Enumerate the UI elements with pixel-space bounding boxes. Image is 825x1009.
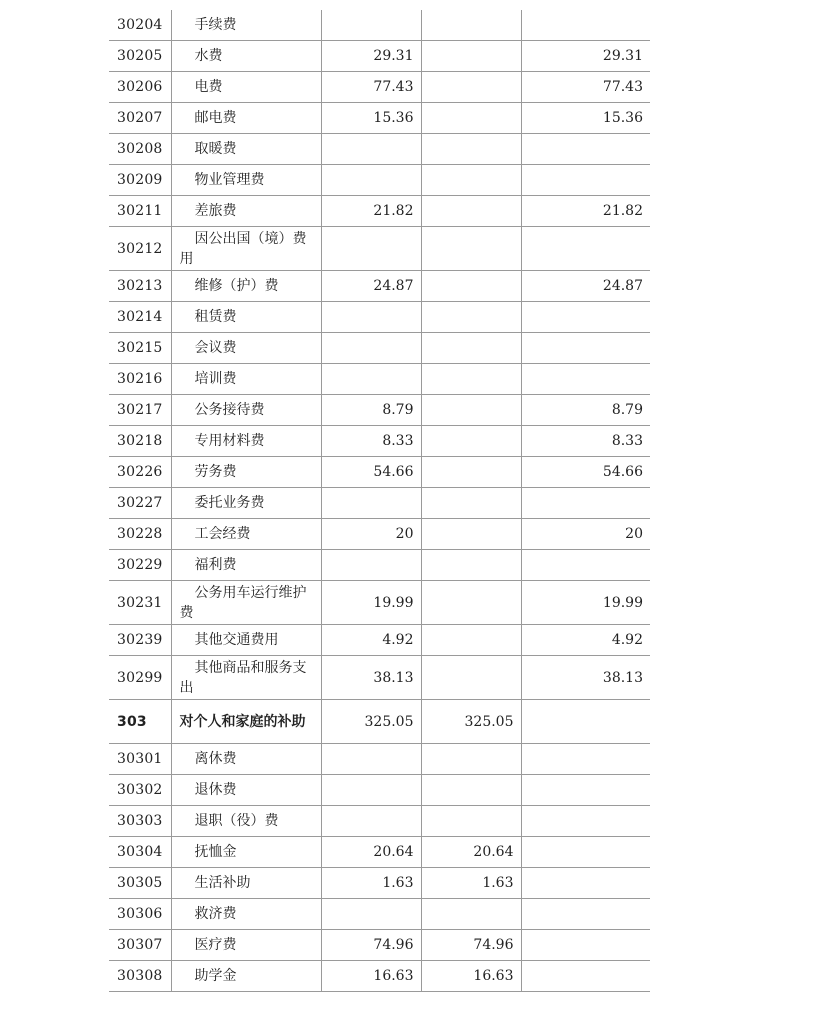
amount-basic-cell: 20.64 bbox=[421, 837, 521, 868]
expenditure-table bbox=[109, 10, 650, 992]
amount-basic-cell bbox=[421, 488, 521, 519]
account-name-cell: 公务接待费 bbox=[171, 395, 321, 426]
account-name-cell: 差旅费 bbox=[171, 196, 321, 227]
amount-project-cell: 8.33 bbox=[521, 426, 650, 457]
amount-total-cell bbox=[321, 744, 421, 775]
account-name-cell: 电费 bbox=[171, 72, 321, 103]
amount-project-cell bbox=[521, 488, 650, 519]
amount-basic-cell: 1.63 bbox=[421, 868, 521, 899]
table-row bbox=[109, 806, 650, 837]
table-row bbox=[109, 165, 650, 196]
amount-project-cell: 38.13 bbox=[521, 656, 650, 700]
table-row bbox=[109, 581, 650, 625]
amount-total-cell: 21.82 bbox=[321, 196, 421, 227]
amount-basic-cell bbox=[421, 364, 521, 395]
amount-basic-cell bbox=[421, 72, 521, 103]
account-code-cell: 30307 bbox=[109, 930, 171, 961]
account-name-cell: 抚恤金 bbox=[171, 837, 321, 868]
amount-basic-cell bbox=[421, 41, 521, 72]
amount-project-cell bbox=[521, 302, 650, 333]
amount-basic-cell bbox=[421, 227, 521, 271]
amount-total-cell bbox=[321, 134, 421, 165]
table-row bbox=[109, 395, 650, 426]
table-row bbox=[109, 550, 650, 581]
account-name-cell: 离休费 bbox=[171, 744, 321, 775]
account-code-cell: 30228 bbox=[109, 519, 171, 550]
account-code-cell: 30218 bbox=[109, 426, 171, 457]
account-code-cell: 30239 bbox=[109, 625, 171, 656]
table-row bbox=[109, 333, 650, 364]
account-name-cell: 维修（护）费 bbox=[171, 271, 321, 302]
amount-total-cell bbox=[321, 899, 421, 930]
account-code-cell: 30301 bbox=[109, 744, 171, 775]
amount-project-cell bbox=[521, 744, 650, 775]
amount-total-cell bbox=[321, 333, 421, 364]
account-code-cell: 30231 bbox=[109, 581, 171, 625]
amount-project-cell bbox=[521, 227, 650, 271]
account-code-cell: 30213 bbox=[109, 271, 171, 302]
amount-total-cell bbox=[321, 550, 421, 581]
amount-project-cell: 19.99 bbox=[521, 581, 650, 625]
account-code-cell: 30226 bbox=[109, 457, 171, 488]
amount-total-cell: 15.36 bbox=[321, 103, 421, 134]
amount-basic-cell: 16.63 bbox=[421, 961, 521, 992]
amount-basic-cell bbox=[421, 550, 521, 581]
amount-basic-cell bbox=[421, 775, 521, 806]
amount-total-cell bbox=[321, 488, 421, 519]
table-row bbox=[109, 930, 650, 961]
account-code-cell: 30206 bbox=[109, 72, 171, 103]
amount-project-cell bbox=[521, 10, 650, 41]
amount-basic-cell: 74.96 bbox=[421, 930, 521, 961]
account-name-cell: 邮电费 bbox=[171, 103, 321, 134]
amount-project-cell: 29.31 bbox=[521, 41, 650, 72]
table-row bbox=[109, 744, 650, 775]
account-name-cell: 手续费 bbox=[171, 10, 321, 41]
amount-basic-cell bbox=[421, 806, 521, 837]
amount-total-cell: 4.92 bbox=[321, 625, 421, 656]
account-name-cell: 劳务费 bbox=[171, 457, 321, 488]
amount-total-cell: 325.05 bbox=[321, 700, 421, 744]
amount-basic-cell bbox=[421, 395, 521, 426]
table-row bbox=[109, 775, 650, 806]
account-name-cell: 医疗费 bbox=[171, 930, 321, 961]
amount-project-cell bbox=[521, 930, 650, 961]
amount-total-cell bbox=[321, 165, 421, 196]
account-name-cell: 会议费 bbox=[171, 333, 321, 364]
amount-project-cell: 8.79 bbox=[521, 395, 650, 426]
table-row bbox=[109, 364, 650, 395]
account-code-cell: 30204 bbox=[109, 10, 171, 41]
account-name-cell: 因公出国（境）费用 bbox=[171, 227, 321, 271]
account-name-cell: 生活补助 bbox=[171, 868, 321, 899]
amount-project-cell: 77.43 bbox=[521, 72, 650, 103]
account-name-cell: 其他商品和服务支出 bbox=[171, 656, 321, 700]
account-name-cell: 物业管理费 bbox=[171, 165, 321, 196]
amount-project-cell bbox=[521, 165, 650, 196]
amount-project-cell: 15.36 bbox=[521, 103, 650, 134]
amount-total-cell: 8.33 bbox=[321, 426, 421, 457]
table-row bbox=[109, 656, 650, 700]
amount-total-cell: 1.63 bbox=[321, 868, 421, 899]
amount-total-cell: 20.64 bbox=[321, 837, 421, 868]
table-row bbox=[109, 700, 650, 744]
account-code-cell: 30306 bbox=[109, 899, 171, 930]
amount-total-cell: 16.63 bbox=[321, 961, 421, 992]
amount-basic-cell bbox=[421, 10, 521, 41]
account-code-cell: 30303 bbox=[109, 806, 171, 837]
amount-basic-cell bbox=[421, 581, 521, 625]
table-row bbox=[109, 196, 650, 227]
amount-basic-cell bbox=[421, 134, 521, 165]
table-row bbox=[109, 837, 650, 868]
table-row bbox=[109, 625, 650, 656]
amount-total-cell bbox=[321, 806, 421, 837]
table-row bbox=[109, 519, 650, 550]
amount-project-cell bbox=[521, 775, 650, 806]
account-code-cell: 30212 bbox=[109, 227, 171, 271]
table-row bbox=[109, 302, 650, 333]
account-code-cell: 30205 bbox=[109, 41, 171, 72]
amount-project-cell bbox=[521, 868, 650, 899]
account-code-cell: 30299 bbox=[109, 656, 171, 700]
amount-basic-cell bbox=[421, 656, 521, 700]
amount-total-cell: 29.31 bbox=[321, 41, 421, 72]
account-name-cell: 福利费 bbox=[171, 550, 321, 581]
table-row bbox=[109, 72, 650, 103]
amount-project-cell bbox=[521, 134, 650, 165]
account-code-cell: 303 bbox=[109, 700, 171, 744]
account-name-cell: 公务用车运行维护费 bbox=[171, 581, 321, 625]
table-row bbox=[109, 41, 650, 72]
amount-total-cell bbox=[321, 302, 421, 333]
account-name-cell: 救济费 bbox=[171, 899, 321, 930]
account-code-cell: 30227 bbox=[109, 488, 171, 519]
amount-project-cell bbox=[521, 364, 650, 395]
amount-project-cell bbox=[521, 899, 650, 930]
amount-total-cell: 20 bbox=[321, 519, 421, 550]
amount-total-cell: 74.96 bbox=[321, 930, 421, 961]
amount-total-cell: 19.99 bbox=[321, 581, 421, 625]
account-code-cell: 30229 bbox=[109, 550, 171, 581]
account-code-cell: 30308 bbox=[109, 961, 171, 992]
table-row bbox=[109, 426, 650, 457]
account-code-cell: 30211 bbox=[109, 196, 171, 227]
account-code-cell: 30209 bbox=[109, 165, 171, 196]
amount-project-cell: 21.82 bbox=[521, 196, 650, 227]
account-name-cell: 退休费 bbox=[171, 775, 321, 806]
account-code-cell: 30207 bbox=[109, 103, 171, 134]
account-name-cell: 退职（役）费 bbox=[171, 806, 321, 837]
amount-basic-cell bbox=[421, 196, 521, 227]
amount-project-cell: 4.92 bbox=[521, 625, 650, 656]
amount-basic-cell bbox=[421, 103, 521, 134]
amount-basic-cell bbox=[421, 519, 521, 550]
amount-total-cell: 24.87 bbox=[321, 271, 421, 302]
table-row bbox=[109, 103, 650, 134]
budget-expenditure-table bbox=[109, 10, 650, 992]
account-name-cell: 培训费 bbox=[171, 364, 321, 395]
amount-total-cell: 38.13 bbox=[321, 656, 421, 700]
account-name-cell: 助学金 bbox=[171, 961, 321, 992]
table-row bbox=[109, 488, 650, 519]
amount-project-cell bbox=[521, 961, 650, 992]
account-name-cell: 委托业务费 bbox=[171, 488, 321, 519]
amount-total-cell bbox=[321, 775, 421, 806]
amount-project-cell: 54.66 bbox=[521, 457, 650, 488]
account-code-cell: 30215 bbox=[109, 333, 171, 364]
account-name-cell: 专用材料费 bbox=[171, 426, 321, 457]
amount-basic-cell bbox=[421, 302, 521, 333]
account-code-cell: 30304 bbox=[109, 837, 171, 868]
amount-total-cell bbox=[321, 227, 421, 271]
account-name-cell: 租赁费 bbox=[171, 302, 321, 333]
amount-total-cell bbox=[321, 364, 421, 395]
table-row bbox=[109, 899, 650, 930]
amount-basic-cell bbox=[421, 899, 521, 930]
table-row bbox=[109, 271, 650, 302]
table-row bbox=[109, 10, 650, 41]
table-row bbox=[109, 227, 650, 271]
table-body bbox=[109, 10, 650, 992]
amount-project-cell bbox=[521, 333, 650, 364]
account-name-cell: 取暖费 bbox=[171, 134, 321, 165]
amount-basic-cell bbox=[421, 625, 521, 656]
account-code-cell: 30208 bbox=[109, 134, 171, 165]
account-name-cell: 工会经费 bbox=[171, 519, 321, 550]
account-name-cell: 对个人和家庭的补助 bbox=[171, 700, 321, 744]
account-name-cell: 水费 bbox=[171, 41, 321, 72]
account-code-cell: 30216 bbox=[109, 364, 171, 395]
table-row bbox=[109, 868, 650, 899]
amount-total-cell: 54.66 bbox=[321, 457, 421, 488]
amount-basic-cell bbox=[421, 271, 521, 302]
amount-basic-cell bbox=[421, 165, 521, 196]
amount-project-cell: 20 bbox=[521, 519, 650, 550]
table-row bbox=[109, 134, 650, 165]
amount-basic-cell bbox=[421, 744, 521, 775]
amount-basic-cell bbox=[421, 426, 521, 457]
account-code-cell: 30217 bbox=[109, 395, 171, 426]
amount-project-cell: 24.87 bbox=[521, 271, 650, 302]
account-name-cell: 其他交通费用 bbox=[171, 625, 321, 656]
table-row bbox=[109, 457, 650, 488]
amount-basic-cell bbox=[421, 457, 521, 488]
amount-total-cell: 77.43 bbox=[321, 72, 421, 103]
account-code-cell: 30302 bbox=[109, 775, 171, 806]
amount-basic-cell: 325.05 bbox=[421, 700, 521, 744]
amount-total-cell: 8.79 bbox=[321, 395, 421, 426]
amount-project-cell bbox=[521, 837, 650, 868]
table-row bbox=[109, 961, 650, 992]
amount-basic-cell bbox=[421, 333, 521, 364]
amount-project-cell bbox=[521, 700, 650, 744]
amount-project-cell bbox=[521, 806, 650, 837]
account-code-cell: 30214 bbox=[109, 302, 171, 333]
amount-project-cell bbox=[521, 550, 650, 581]
amount-total-cell bbox=[321, 10, 421, 41]
account-code-cell: 30305 bbox=[109, 868, 171, 899]
